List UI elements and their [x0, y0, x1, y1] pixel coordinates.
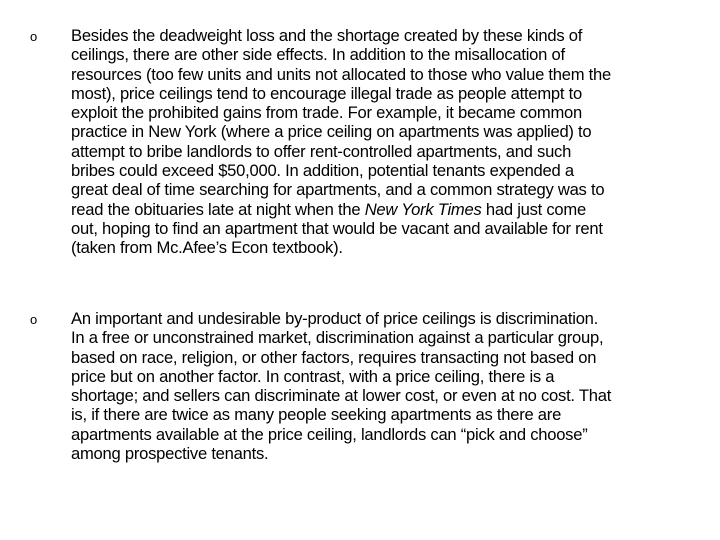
text-line: shortage; and sellers can discriminate at lower cost, or even at no cost. That [71, 386, 612, 406]
text-line: attempt to bribe landlords to offer rent-controlled apartments, and such [71, 141, 572, 161]
text-line: price but on another factor. In contrast, with a price ceiling, there is a [71, 366, 555, 386]
text-segment: had just come [481, 199, 586, 219]
text-line: Besides the deadweight loss and the shortage created by these kinds of [71, 26, 583, 45]
text-line: bribes could exceed $50,000. In addition, potential tenants expended a [71, 161, 574, 181]
text-line: out, hoping to find an apartment that would be vacant and available for rent [71, 218, 603, 238]
text-line: practice in New York (where a price ceiling on apartments was applied) to [71, 122, 592, 142]
text-segment: read the obituaries late at night when the [71, 199, 365, 219]
bullet-circle-icon: o [30, 312, 38, 327]
bullet-circle-icon: o [30, 29, 38, 44]
text-line: ceilings, there are other side effects. In addition to the misallocation of [71, 45, 565, 65]
text-line: exploit the prohibited gains from trade. For example, it became common [71, 103, 582, 123]
text-line: great deal of time searching for apartments, and a common strategy was to [71, 180, 605, 200]
text-line: among prospective tenants. [71, 444, 269, 464]
text-line: apartments available at the price ceiling, landlords can “pick and choose” [71, 424, 588, 444]
text-line: In a free or unconstrained market, discrimination against a particular group, [71, 328, 604, 348]
text-line: is, if there are twice as many people seeking apartments as there are [71, 405, 562, 425]
paragraph-discrimination [71, 309, 611, 463]
newspaper-title: New York Times [364, 199, 482, 219]
text-line: An important and undesirable by-product of price ceilings is discrimination. [71, 309, 599, 328]
text-line: most), price ceilings tend to encourage illegal trade as people attempt to [71, 83, 582, 103]
text-line: based on race, religion, or other factors, requires transacting not based on [71, 347, 597, 367]
paragraph-side-effects [71, 26, 611, 258]
text-line-with-italic [71, 200, 611, 219]
text-line: (taken from Mc.Afee’s Econ textbook). [71, 238, 343, 258]
text-line: resources (too few units and units not allocated to those who value them the [71, 64, 611, 84]
